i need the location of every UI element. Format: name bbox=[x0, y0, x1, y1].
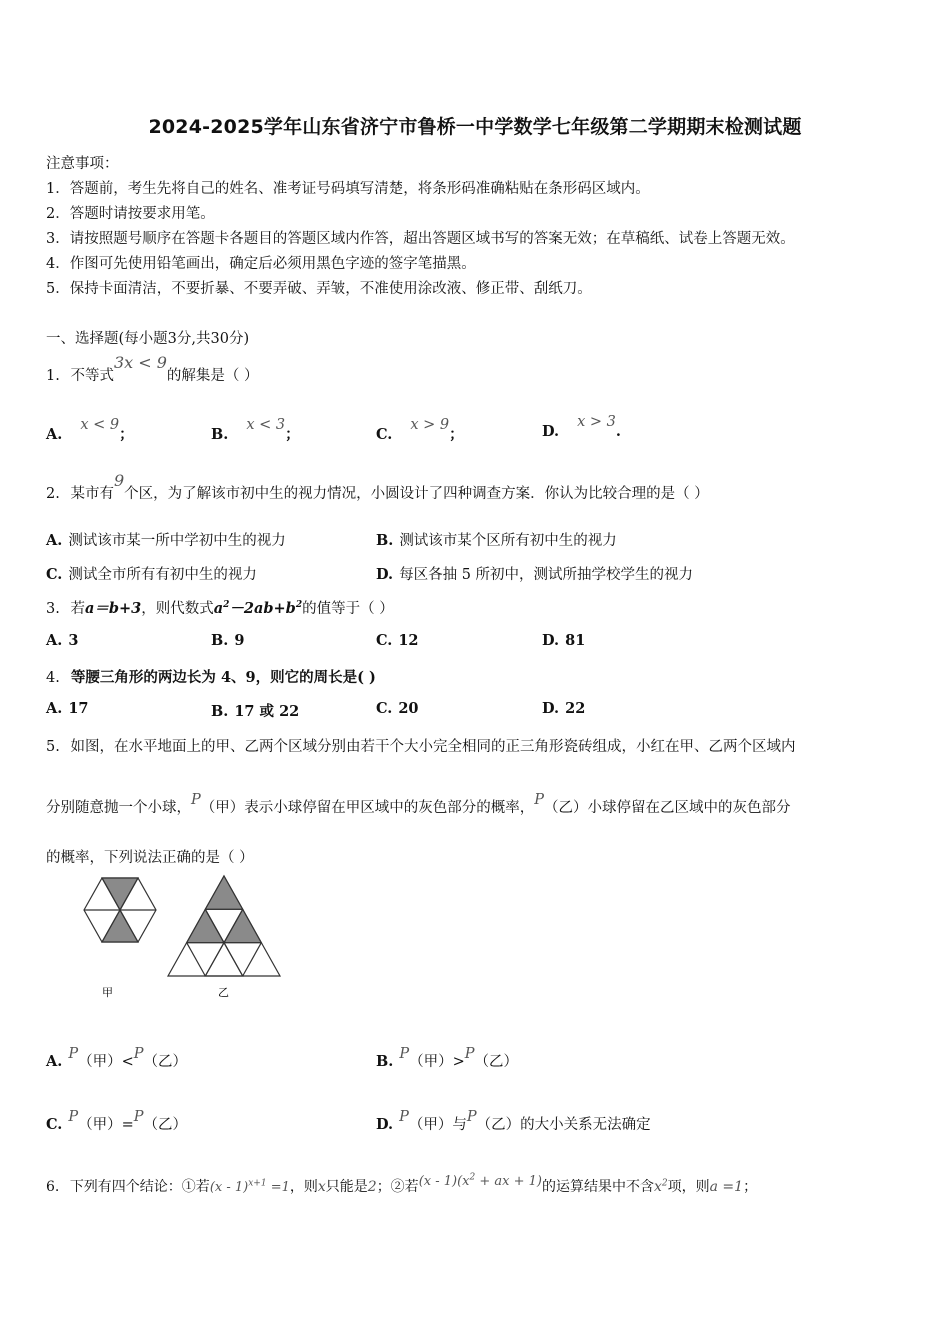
option-a: A.x < 9； bbox=[46, 417, 134, 443]
option-b: B. P（甲）>P（乙） bbox=[376, 1046, 518, 1070]
figure-label-yi: 乙 bbox=[218, 986, 229, 999]
option-d: D. 每区各抽 5 所初中，测试所抽学校学生的视力 bbox=[376, 566, 694, 583]
option-b: B. 9 bbox=[211, 632, 245, 649]
math-expression: $(x - 1)(x^2$ + ax + 1) bbox=[418, 1172, 542, 1189]
math-expression: 3x < 9 bbox=[113, 353, 167, 372]
question-text: 不等式 bbox=[70, 368, 114, 384]
option-d: D. P（甲）与P（乙）的大小关系无法确定 bbox=[376, 1109, 651, 1133]
gray-triangle bbox=[205, 876, 242, 909]
option-c: C. 测试全市所有有初中生的视力 bbox=[46, 566, 257, 583]
question-5-line2: 分别随意抛一个小球，P（甲）表示小球停留在甲区域中的灰色部分的概率，P（乙）小球停留在乙区域中的灰色部分 bbox=[46, 792, 791, 816]
question-number: 6. bbox=[46, 1179, 60, 1195]
question-text: 的解集是（ ） bbox=[166, 368, 259, 384]
note-item: 2．答题时请按要求用笔。 bbox=[46, 206, 215, 222]
gray-triangle bbox=[102, 878, 138, 910]
gray-triangle bbox=[187, 909, 224, 942]
math-expression: $a^2-2ab+b^2$ bbox=[213, 600, 303, 617]
question-5-line3: 的概率，下列说法正确的是（ ） bbox=[46, 850, 254, 866]
question-2 bbox=[46, 471, 709, 503]
tile-edge bbox=[243, 943, 262, 976]
question-5: 5. 如图，在水平地面上的甲、乙两个区域分别由若干个大小完全相同的正三角形瓷砖组成，小红在甲、乙两个区域内 bbox=[46, 739, 796, 755]
gray-triangle bbox=[224, 909, 261, 942]
option-d: D. 22 bbox=[542, 700, 586, 717]
option-a: A. 测试该市某一所中学初中生的视力 bbox=[46, 532, 286, 549]
region-jia bbox=[84, 878, 156, 942]
page-title: 2024-2025学年山东省济宁市鲁桥一中学数学七年级第二学期期末检测试题 bbox=[148, 116, 802, 138]
question-text: 某市有 bbox=[70, 486, 114, 502]
notes-heading: 注意事项： bbox=[46, 156, 119, 172]
question-number: 5. bbox=[46, 739, 60, 755]
question-6: 6. 下列有四个结论：①若(x - 1)$^{x+1}$ =1，则x只能是2；②若$(x - 1)(x^2$ + ax + 1)的运算结果中不含$x^2$项，则a =1； bbox=[46, 1172, 758, 1195]
question-1 bbox=[46, 353, 259, 385]
math-expression: (x - 1)$^{x+1}$ =1 bbox=[209, 1178, 290, 1195]
white-triangle bbox=[205, 943, 242, 976]
option-b: B.x < 3； bbox=[211, 417, 300, 443]
section-heading: 一、选择题(每小题3分,共30分) bbox=[46, 331, 250, 347]
question-number: 3. bbox=[46, 601, 60, 617]
gray-triangle bbox=[102, 910, 138, 942]
option-a: A. 3 bbox=[46, 632, 79, 649]
option-d: D.x > 3. bbox=[542, 414, 621, 440]
note-item: 3．请按照题号顺序在答题卡各题目的答题区域内作答，超出答题区域书写的答案无效；在草稿纸、试卷上答题无效。 bbox=[46, 231, 795, 247]
question-3: 3. 若a＝b+3，则代数式$a^2-2ab+b^2$的值等于（ ） bbox=[46, 600, 394, 617]
option-b: B. 17 或 22 bbox=[211, 703, 300, 720]
question-text: 个区，为了解该市初中生的视力情况，小圆设计了四种调查方案．你认为比较合理的是（ ） bbox=[124, 486, 709, 502]
question-number: 2. bbox=[46, 486, 60, 502]
math-expression: a＝b+3 bbox=[84, 600, 142, 617]
region-yi bbox=[168, 876, 280, 976]
triangle-tiles-figure bbox=[62, 870, 292, 1000]
tile-edge bbox=[187, 943, 206, 976]
option-d: D. 81 bbox=[542, 632, 586, 649]
option-c: C. 20 bbox=[376, 700, 419, 717]
question-number: 4. bbox=[46, 670, 60, 686]
note-item: 4．作图可先使用铅笔画出，确定后必须用黑色字迹的签字笔描黑。 bbox=[46, 256, 476, 272]
figure-label-jia: 甲 bbox=[102, 986, 113, 999]
question-4: 4. 等腰三角形的两边长为 4、9，则它的周长是( ) bbox=[46, 669, 376, 686]
option-c: C. 12 bbox=[376, 632, 419, 649]
math-expression: 9 bbox=[113, 471, 125, 490]
note-item: 5．保持卡面清洁，不要折暴、不要弄破、弄皱，不准使用涂改液、修正带、刮纸刀。 bbox=[46, 281, 592, 297]
option-b: B. 测试该市某个区所有初中生的视力 bbox=[376, 532, 617, 549]
question-number: 1. bbox=[46, 368, 60, 384]
option-a: A. P（甲）<P（乙） bbox=[46, 1046, 187, 1070]
option-c: C.x > 9； bbox=[376, 417, 464, 443]
note-item: 1．答题前，考生先将自己的姓名、准考证号码填写清楚，将条形码准确粘贴在条形码区域内。 bbox=[46, 181, 650, 197]
option-a: A. 17 bbox=[46, 700, 89, 717]
option-c: C. P（甲）=P（乙） bbox=[46, 1109, 188, 1133]
